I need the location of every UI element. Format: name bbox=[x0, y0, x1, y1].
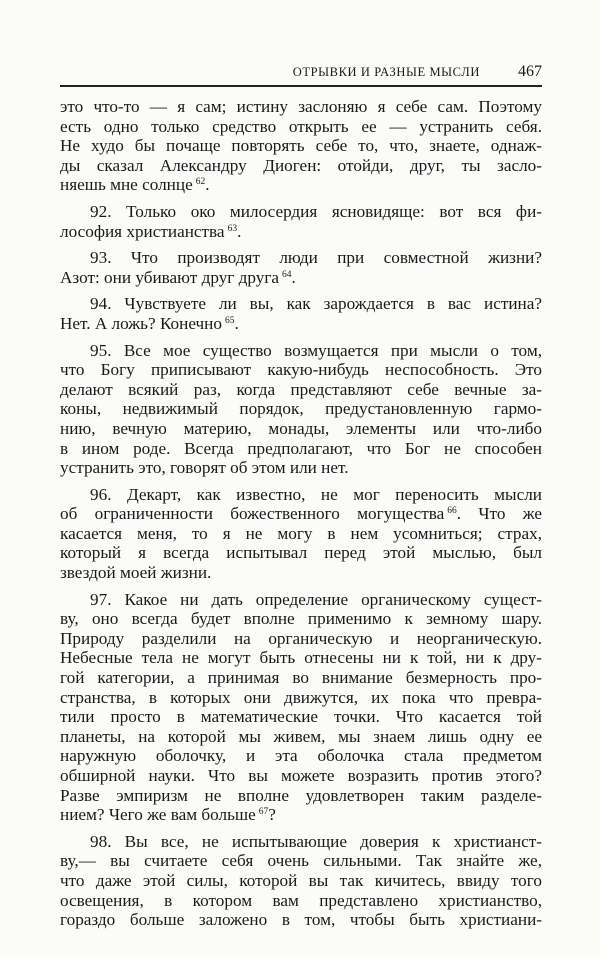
text-line bbox=[60, 629, 542, 649]
text-line bbox=[60, 851, 542, 871]
line-text: 95. Все мое существо возмущается при мысли о том, bbox=[90, 340, 542, 360]
line-tail: . bbox=[291, 267, 296, 287]
line-text: что Богу приписывают какую-нибудь неспособность. Это bbox=[60, 360, 542, 380]
text-line bbox=[60, 543, 542, 563]
line-text: 93. Что производят люди при совместной жизни? bbox=[90, 248, 542, 268]
line-text: Не худо бы почаще повторять себе то, что, знаете, однаж- bbox=[60, 136, 542, 156]
text-line bbox=[60, 97, 542, 117]
text-line bbox=[60, 117, 542, 137]
line-text: 98. Вы все, не испытывающие доверия к христианст- bbox=[90, 831, 542, 851]
body-text bbox=[60, 97, 542, 937]
text-line bbox=[60, 891, 542, 911]
paragraph bbox=[60, 294, 542, 333]
text-line bbox=[60, 175, 542, 195]
running-title: ОТРЫВКИ И РАЗНЫЕ МЫСЛИ bbox=[292, 65, 480, 79]
text-line bbox=[60, 314, 542, 334]
footnote-marker[interactable]: 64 bbox=[282, 269, 292, 280]
line-text: лософия христианства bbox=[60, 221, 225, 241]
text-line bbox=[60, 341, 542, 361]
text-line bbox=[60, 294, 542, 314]
line-text: касается меня, то я не могу в нем усомниться; страх, bbox=[60, 523, 542, 543]
line-text: в ином роде. Всегда предполагают, что Бог не способен bbox=[60, 438, 542, 458]
line-text: это что-то — я сам; истину заслоняю я себе сам. Поэтому bbox=[60, 97, 542, 116]
line-text: гораздо больше заложено в том, чтобы быть христиани- bbox=[60, 910, 542, 930]
line-text: странства, в которых они движутся, их пока что превра- bbox=[60, 687, 542, 707]
line-text: 97. Какое ни дать определение органическому сущест- bbox=[90, 589, 542, 609]
text-line bbox=[60, 746, 542, 766]
text-line bbox=[60, 504, 542, 524]
line-text: ву, оно всегда будет вполне применимо к земному шару. bbox=[60, 609, 542, 629]
text-line bbox=[60, 910, 542, 930]
footnote-marker[interactable]: 67 bbox=[258, 807, 269, 818]
paragraph bbox=[60, 341, 542, 478]
line-text: обширной науки. Что вы можете возразить против этого? bbox=[60, 766, 542, 785]
text-line bbox=[60, 805, 542, 825]
line-text: Небесные тела не могут быть отнесены ни к той, ни к дру- bbox=[60, 648, 542, 668]
text-line bbox=[60, 268, 542, 288]
text-line bbox=[60, 832, 542, 852]
line-text: наружную оболочку, и эта оболочка стала предметом bbox=[60, 746, 542, 766]
text-line bbox=[60, 766, 542, 786]
line-text: коны, недвижимый порядок, предустановленную гармо- bbox=[60, 399, 542, 419]
text-line bbox=[60, 222, 542, 242]
line-text: звездой моей жизни. bbox=[60, 563, 212, 583]
footnote-marker[interactable]: 66 bbox=[447, 506, 457, 517]
paragraph bbox=[60, 832, 542, 930]
line-text: об ограниченности божественного могущества bbox=[60, 504, 445, 524]
paragraph bbox=[60, 202, 542, 241]
text-line bbox=[60, 609, 542, 629]
text-line bbox=[60, 136, 542, 156]
footnote-marker[interactable]: 65 bbox=[224, 315, 235, 326]
line-text: есть одно только средство открыть ее — устранить себя. bbox=[60, 116, 542, 136]
text-line bbox=[60, 727, 542, 747]
line-text: освещения, в котором вам представлено христианство, bbox=[60, 890, 542, 910]
line-text: няешь мне солнце bbox=[60, 175, 193, 195]
running-header bbox=[60, 64, 542, 84]
text-line bbox=[60, 786, 542, 806]
line-tail: . bbox=[205, 175, 210, 195]
text-line bbox=[60, 688, 542, 708]
line-text: нием? Чего же вам больше bbox=[60, 805, 256, 825]
text-line bbox=[60, 458, 542, 478]
line-text: Разве эмпиризм не вполне удовлетворен таким разделе- bbox=[60, 785, 542, 805]
paragraph bbox=[60, 590, 542, 825]
line-text: ву,— вы считаете себя очень сильными. Так знайте же, bbox=[60, 851, 542, 871]
text-line bbox=[60, 156, 542, 176]
paragraph bbox=[60, 248, 542, 287]
text-line bbox=[60, 360, 542, 380]
line-tail: . Что же bbox=[456, 504, 543, 524]
line-text: делают всякий раз, когда представляют себе вечные за- bbox=[60, 379, 542, 399]
line-text: устранить это, говорят об этом или нет. bbox=[60, 458, 349, 478]
text-line bbox=[60, 707, 542, 727]
paragraph bbox=[60, 485, 542, 583]
line-tail: . bbox=[234, 313, 239, 333]
line-text: планеты, на которой мы живем, мы знаем лишь одну ее bbox=[60, 726, 542, 746]
text-line bbox=[60, 871, 542, 891]
line-tail: ? bbox=[268, 805, 276, 825]
text-line bbox=[60, 668, 542, 688]
text-line bbox=[60, 202, 542, 222]
text-line bbox=[60, 419, 542, 439]
header-rule bbox=[60, 85, 542, 87]
text-line bbox=[60, 563, 542, 583]
footnote-marker[interactable]: 62 bbox=[195, 177, 206, 188]
text-line bbox=[60, 485, 542, 505]
text-line bbox=[60, 248, 542, 268]
line-text: Природу разделили на органическую и неорганическую. bbox=[60, 628, 542, 648]
paragraph bbox=[60, 97, 542, 195]
line-text: 92. Только око милосердия ясновидяще: вот вся фи- bbox=[90, 201, 542, 221]
line-text: который я всегда испытывал перед этой мыслью, был bbox=[60, 543, 542, 563]
page-number: 467 bbox=[518, 63, 542, 80]
text-line bbox=[60, 439, 542, 459]
line-text: Азот: они убивают друг друга bbox=[60, 267, 280, 287]
text-line bbox=[60, 648, 542, 668]
line-text: ды сказал Александру Диоген: отойди, друг, ты засло- bbox=[60, 155, 542, 175]
line-text: Нет. А ложь? Конечно bbox=[60, 313, 222, 333]
text-line bbox=[60, 380, 542, 400]
text-line bbox=[60, 524, 542, 544]
text-line bbox=[60, 399, 542, 419]
line-text: 94. Чувствуете ли вы, как зарождается в вас истина? bbox=[90, 294, 542, 314]
line-text: гой категории, а принимая во внимание безмерность про- bbox=[60, 668, 542, 688]
line-text: что даже этой силы, которой вы так кичитесь, ввиду того bbox=[60, 870, 542, 890]
line-text: тили просто в математические точки. Что касается той bbox=[60, 707, 542, 727]
line-tail: . bbox=[237, 221, 242, 241]
line-text: нию, вечную материю, монады, элементы или что-либо bbox=[60, 418, 542, 438]
footnote-marker[interactable]: 63 bbox=[227, 223, 238, 234]
text-line bbox=[60, 590, 542, 610]
line-text: 96. Декарт, как известно, не мог переносить мысли bbox=[90, 484, 542, 504]
